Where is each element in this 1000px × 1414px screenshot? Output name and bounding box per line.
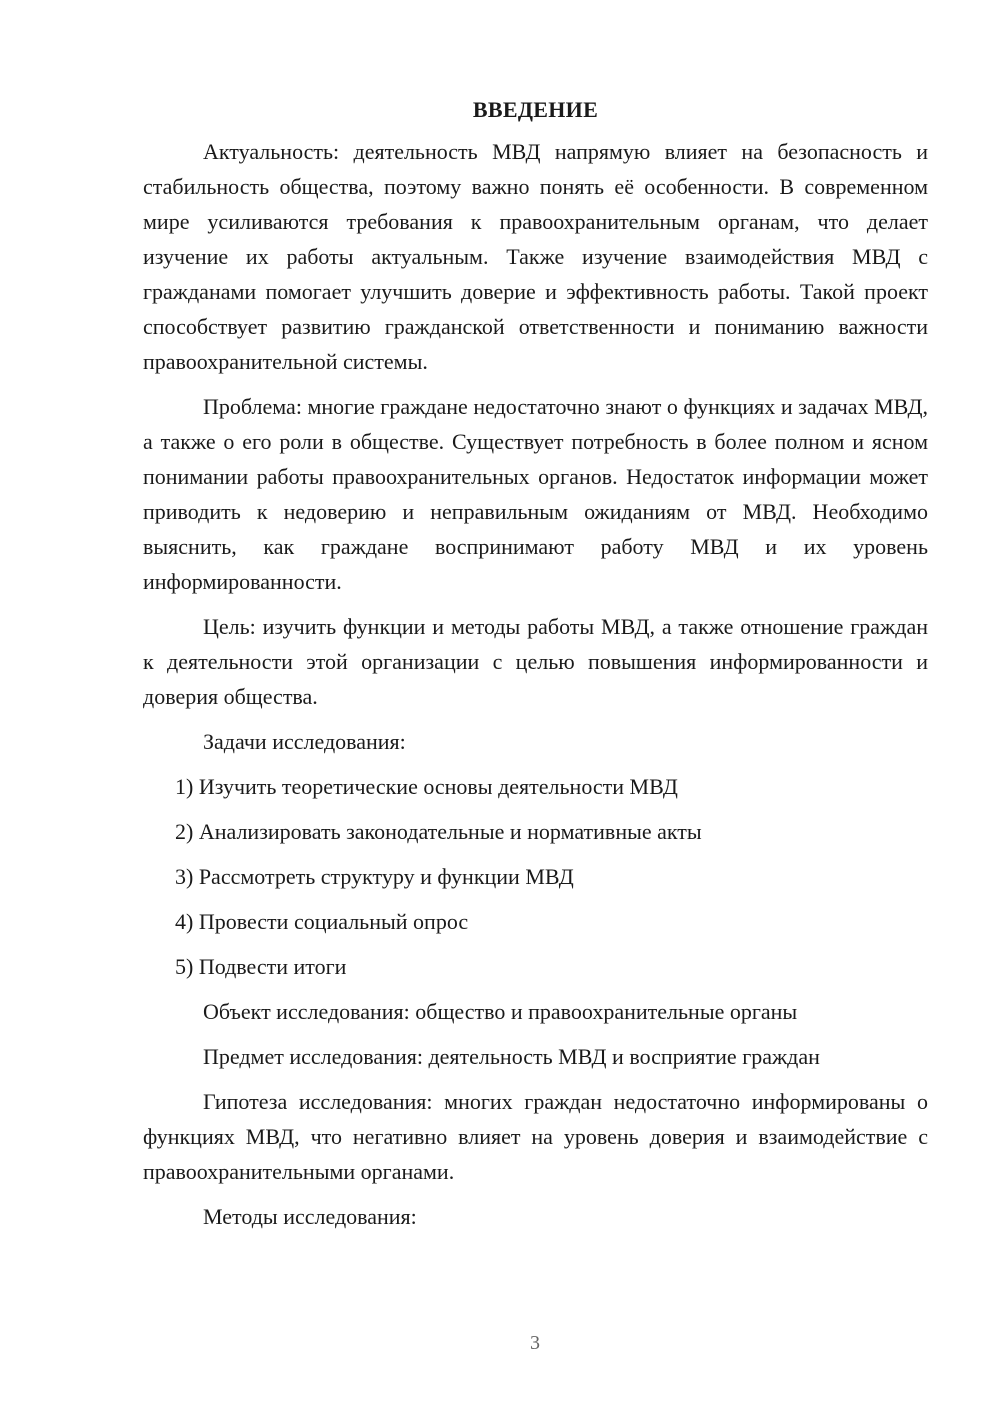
list-item: 2) Анализировать законодательные и нормативные акты xyxy=(175,819,702,844)
subject-line: Предмет исследования: деятельность МВД и восприятие граждан xyxy=(203,1044,820,1069)
methods-heading: Методы исследования: xyxy=(203,1204,417,1229)
list-item: 4) Провести социальный опрос xyxy=(175,909,469,934)
page-title: ВВЕДЕНИЕ xyxy=(472,97,599,122)
hypothesis-paragraph: Гипотеза исследования: многих граждан недостаточно информированы о функциях МВД, что негативно влияет на уровень доверия и взаимодействие с правоохранительными органами. xyxy=(143,1089,928,1184)
goal-paragraph: Цель: изучить функции и методы работы МВД, а также отношение граждан к деятельности этой организации с целью повышения информированности и доверия общества. xyxy=(143,614,928,709)
object-line: Объект исследования: общество и правоохранительные органы xyxy=(203,999,798,1024)
relevance-paragraph: Актуальность: деятельность МВД напрямую влияет на безопасность и стабильность общества, поэтому важно понять её особенности. В современном мире усиливаются требования к правоохранительным органам, что делает изучение их работы актуальным. Также изучение взаимодействия МВД с гражданами помогает улучшить доверие и эффективность работы. Такой проект способствует развитию гражданской ответственности и пониманию важности правоохранительной системы. xyxy=(143,139,928,374)
document-page xyxy=(143,96,928,1244)
tasks-heading: Задачи исследования: xyxy=(203,729,406,754)
tasks-list xyxy=(143,769,928,984)
list-item: 3) Рассмотреть структуру и функции МВД xyxy=(175,864,574,889)
list-item: 5) Подвести итоги xyxy=(175,954,347,979)
page-number: 3 xyxy=(530,1332,540,1354)
problem-paragraph: Проблема: многие граждане недостаточно знают о функциях и задачах МВД, а также о его роли в обществе. Существует потребность в более полном и ясном понимании работы правоохранительных органов. Недостаток информации может приводить к недоверию и неправильным ожиданиям от МВД. Необходимо выяснить, как граждане воспринимают работу МВД и их уровень информированности. xyxy=(143,394,928,594)
list-item: 1) Изучить теоретические основы деятельности МВД xyxy=(175,774,678,799)
